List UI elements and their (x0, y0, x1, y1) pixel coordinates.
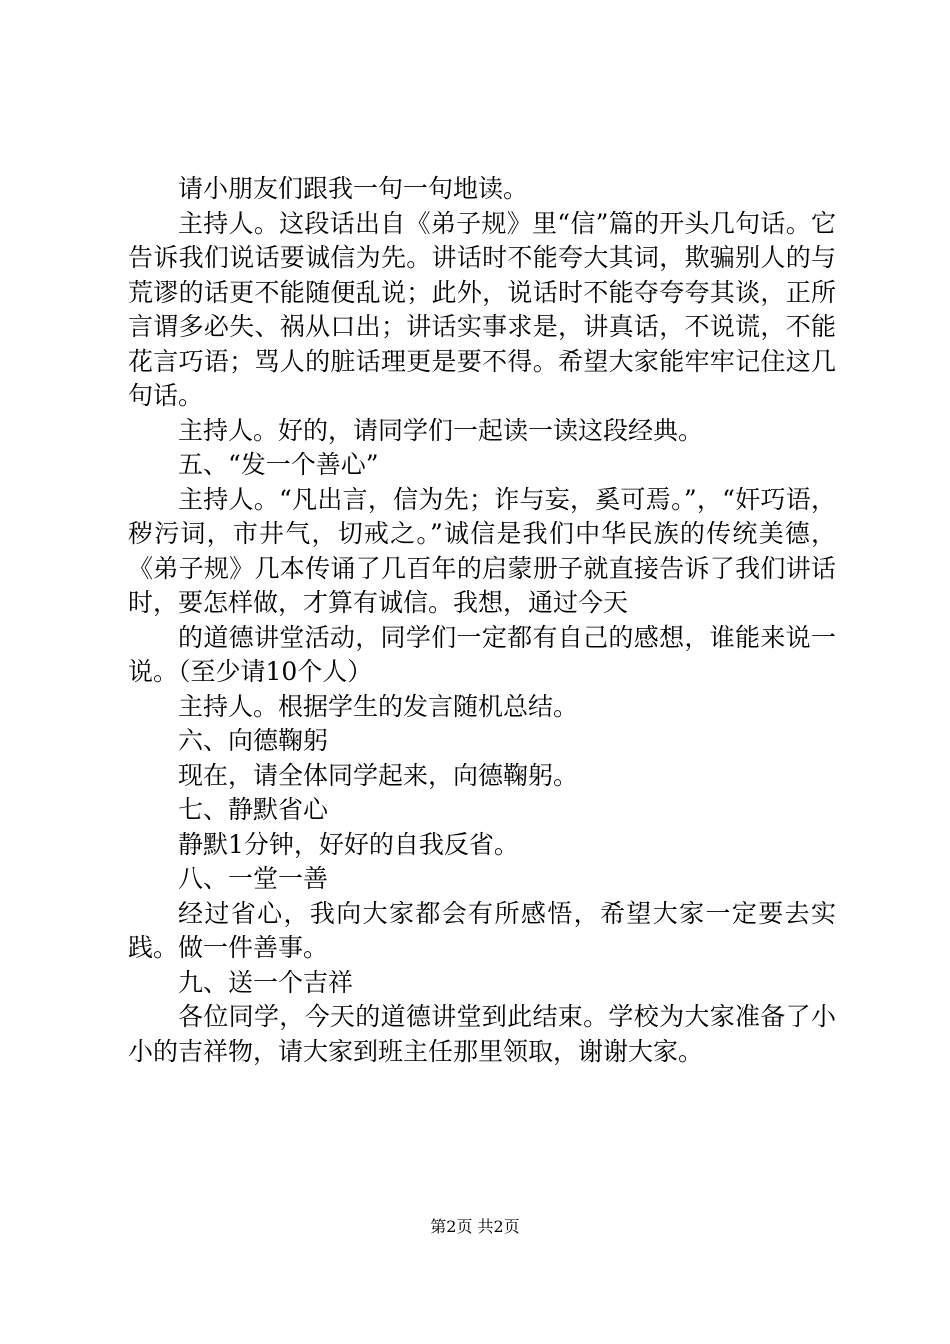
paragraph: 经过省心，我向大家都会有所感悟，希望大家一定要去实践。做一件善事。 (128, 898, 836, 962)
document-body (128, 172, 836, 1069)
paragraph: 现在，请全体同学起来，向德鞠躬。 (178, 760, 579, 790)
section-heading: 五、“发一个善心” (178, 450, 379, 479)
paragraph: 的道德讲堂活动，同学们一定都有自己的感想，谁能来说一说。（至少请10个人） (128, 622, 836, 686)
section-heading: 六、向德鞠躬 (178, 726, 329, 755)
paragraph: 请小朋友们跟我一句一句地读。 (178, 174, 529, 203)
paragraph: 各位同学，今天的道德讲堂到此结束。学校为大家准备了小小的吉祥物，请大家到班主任那里领取，谢谢大家。 (128, 1002, 836, 1066)
page-number-footer: 第2页 共2页 (430, 1217, 520, 1236)
paragraph: 主持人。根据学生的发言随机总结。 (178, 691, 579, 721)
paragraph: 主持人。这段话出自《弟子规》里“信”篇的开头几句话。它告诉我们说话要诚信为先。讲话时不能夸大其词，欺骗别人的与荒谬的话更不能随便乱说；此外，说话时不能夺夸夸其谈，正所言谓多必失、祸从口出；讲话实事求是，讲真话，不说谎，不能花言巧语；骂人的脏话理更是要不得。希望大家能牢牢记住这几句话。 (128, 208, 836, 410)
paragraph: 主持人。好的，请同学们一起读一读这段经典。 (178, 415, 704, 445)
section-heading: 八、一堂一善 (178, 864, 329, 893)
section-heading: 七、静默省心 (178, 795, 329, 824)
paragraph: 静默1分钟，好好的自我反省。 (178, 829, 519, 859)
paragraph: 主持人。“凡出言，信为先；诈与妄，奚可焉。”，“奸巧语，秽污词，市井气，切戒之。”诚信是我们中华民族的传统美德，《弟子规》几本传诵了几百年的启蒙册子就直接告诉了我们讲话时，要怎样做，才算有诚信。我想，通过今天 (128, 484, 836, 617)
section-heading: 九、送一个吉祥 (178, 967, 354, 997)
